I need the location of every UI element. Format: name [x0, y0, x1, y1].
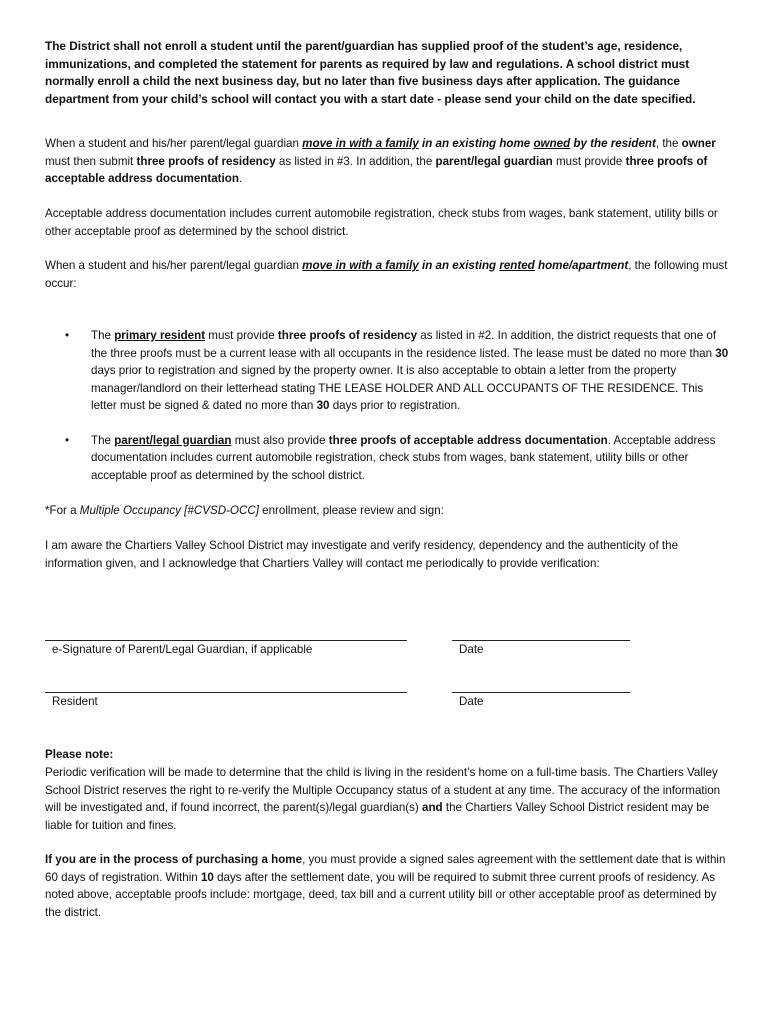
- emphasis-three-proofs: three proofs of residency: [277, 329, 418, 342]
- rented-home-paragraph: [45, 257, 735, 292]
- emphasis-existing: in an existing: [418, 259, 500, 272]
- text: as listed in #3. In addition, the: [275, 154, 436, 168]
- text: days after the settlement date, you will be required to submit three current proofs of residency. As noted above, acceptable proofs include: mortgage, deed, tax bill and a current utility bill or other acceptable proof as determined by the district.: [45, 870, 717, 919]
- list-item: [62, 432, 732, 485]
- text: must then submit: [45, 154, 137, 168]
- text: days prior to registration.: [329, 399, 461, 412]
- emphasis-and: and: [422, 801, 443, 814]
- emphasis-by-resident: by the resident: [570, 137, 656, 150]
- emphasis-move-in: move in with a family: [302, 137, 419, 150]
- address-docs-paragraph: Acceptable address documentation includes current automobile registration, check stubs from wages, bank statement, utility bills or other acceptable proof as determined by the school district.: [45, 207, 718, 238]
- bullet-icon: •: [65, 329, 70, 342]
- resident-date-label: Date: [459, 695, 484, 708]
- guardian-signature-label: e-Signature of Parent/Legal Guardian, if applicable: [52, 643, 313, 656]
- emphasis-owner: owner: [681, 137, 716, 150]
- text: enrollment, please review and sign:: [258, 504, 444, 517]
- guardian-date-label: Date: [459, 643, 484, 656]
- text: as listed in #2. In addition, the district requests that one of the three proofs must be a current lease with all occupants in the residence listed. The lease must be dated no more than: [91, 329, 717, 360]
- owned-home-paragraph: [45, 135, 735, 188]
- text: . Acceptable address documentation includes current automobile registration, check stubs from wages, bank statement, utility bills or other acceptable proof as determined by the school district.: [91, 433, 716, 482]
- text: must also provide: [231, 433, 329, 447]
- text: must provide: [205, 329, 278, 342]
- text: *For a: [45, 504, 80, 517]
- emphasis-guardian: parent/legal guardian: [435, 154, 553, 168]
- emphasis-three-proofs: three proofs of residency: [136, 154, 276, 168]
- enrollment-policy-intro: The District shall not enroll a student until the parent/guardian has supplied proof of the student’s age, residence, immunizations, and completed the statement for parents as required by law and regulations. A school district must normally enroll a child the next business day, but no later than five business days after application. The guidance department from your child’s school will contact you with a start date - please send your child on the date specified.: [45, 39, 696, 106]
- text: Periodic verification will be made to determine that the child is living in the resident’s home on a full-time basis. The Chartiers Valley School District reserves the right to re-verify the Multiple Occupancy status of a student at any time. The accuracy of the information will be investigated and, if found incorrect, the parent(s)/legal guardian(s): [45, 766, 721, 814]
- resident-date-line[interactable]: [452, 692, 630, 693]
- verification-note-paragraph: [45, 764, 735, 834]
- emphasis-30-days: 30: [715, 346, 729, 360]
- acknowledgement-paragraph: I am aware the Chartiers Valley School District may investigate and verify residency, dependency and the authenticity of the information given, and I acknowledge that Chartiers Valley will contact me periodically to provide verification:: [45, 539, 679, 570]
- text: must provide: [552, 154, 626, 168]
- purchasing-home-paragraph: [45, 851, 735, 921]
- text: The: [91, 329, 115, 342]
- text: , the: [655, 137, 682, 150]
- list-item: [62, 327, 732, 415]
- resident-signature-label: Resident: [52, 695, 98, 708]
- requirements-list: [62, 327, 732, 501]
- text: .: [238, 172, 243, 185]
- emphasis-guardian: parent/legal guardian: [114, 433, 232, 447]
- resident-signature-line[interactable]: [45, 692, 407, 693]
- emphasis-rented: rented: [499, 259, 535, 272]
- multiple-occupancy-line: [45, 502, 735, 520]
- text: , you must provide a signed sales agreement with the settlement date that is within 60 days of registration. Within: [45, 853, 726, 884]
- text: , the following must occur:: [45, 259, 728, 290]
- text: When a student and his/her parent/legal guardian: [45, 259, 303, 272]
- emphasis-address-docs: three proofs of acceptable address documentation: [45, 154, 708, 185]
- text: days prior to registration and signed by the property owner. It is also acceptable to obtain a letter from the property manager/landlord on their letterhead stating THE LEASE HOLDER AND ALL OCCUPANTS OF THE RESIDENCE. This letter must be signed & dated no more than: [91, 364, 704, 412]
- emphasis-purchasing-home: If you are in the process of purchasing a home: [45, 853, 303, 866]
- emphasis-home-apartment: home/apartment: [534, 259, 629, 272]
- emphasis-primary-resident: primary resident: [114, 329, 206, 342]
- guardian-signature-line[interactable]: [45, 640, 407, 641]
- emphasis-existing-home: in an existing home: [418, 137, 534, 150]
- emphasis-address-docs: three proofs of acceptable address documentation: [328, 433, 608, 447]
- bullet-icon: •: [65, 433, 70, 447]
- multiple-occupancy-code: Multiple Occupancy [#CVSD-OCC]: [79, 504, 259, 517]
- text: the Chartiers Valley School District resident may be liable for tuition and fines.: [45, 801, 710, 832]
- guardian-date-line[interactable]: [452, 640, 630, 641]
- emphasis-10-days: 10: [200, 870, 214, 884]
- note-heading: Please note:: [45, 748, 114, 761]
- text: The: [91, 433, 115, 447]
- emphasis-owned: owned: [533, 137, 571, 150]
- emphasis-30-days: 30: [316, 399, 330, 412]
- text: When a student and his/her parent/legal guardian: [45, 137, 303, 150]
- emphasis-move-in: move in with a family: [302, 259, 419, 272]
